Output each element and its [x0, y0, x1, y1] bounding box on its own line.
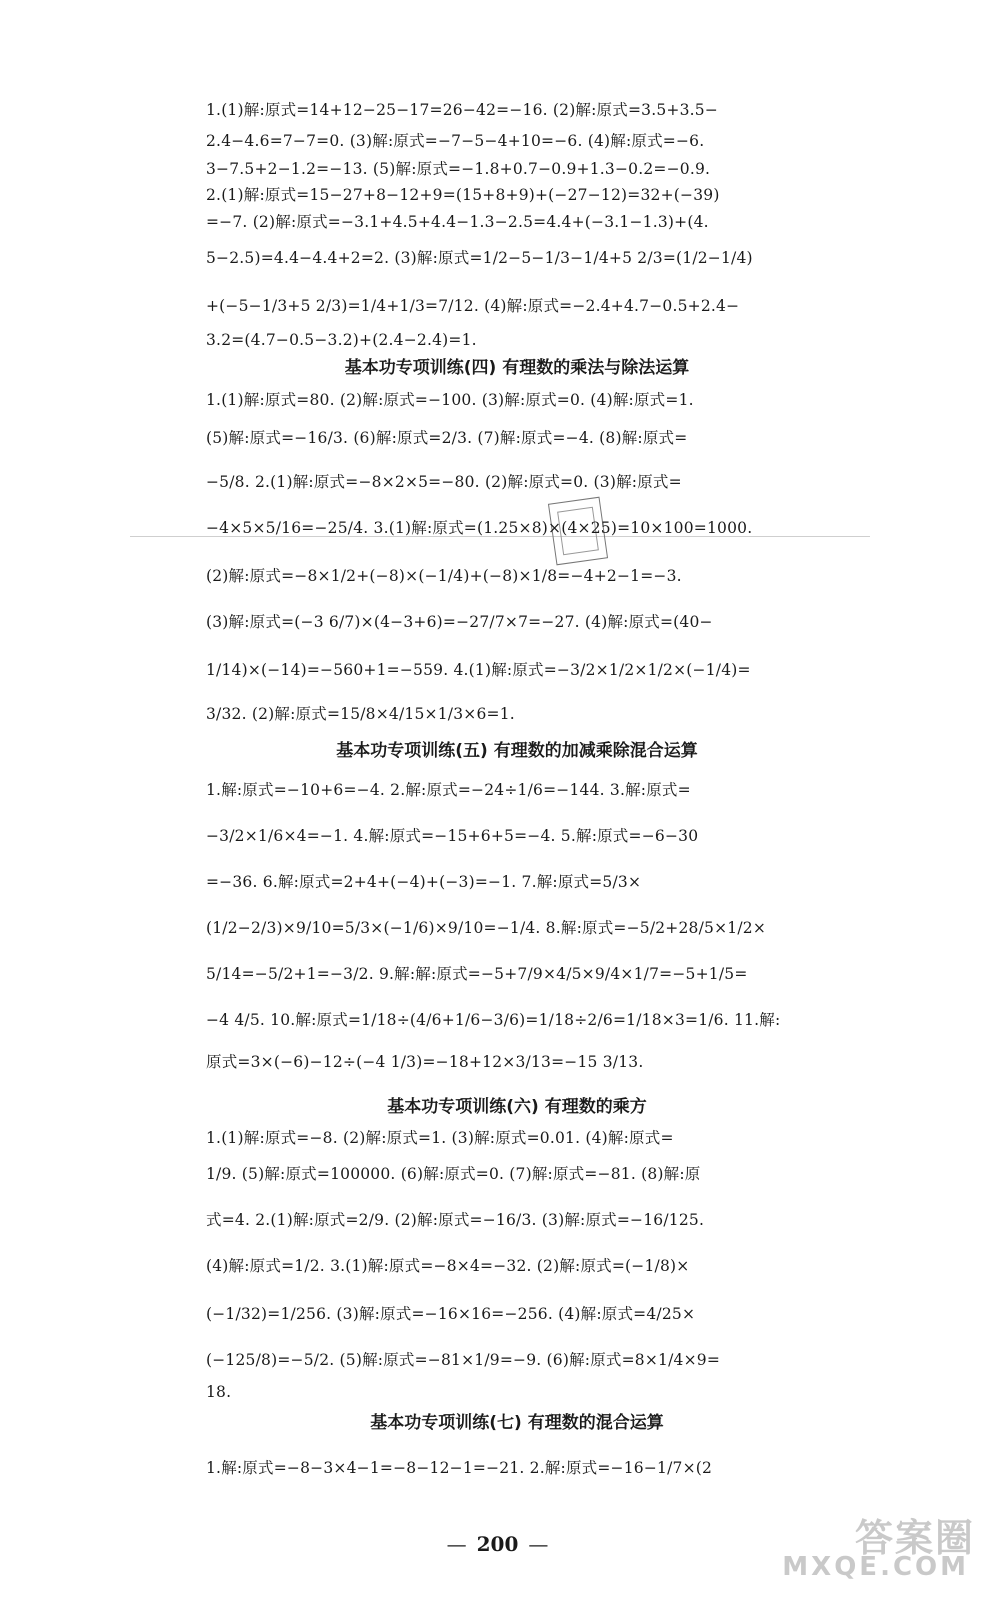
answer-line: −4 4/5. 10.解:原式=1/18÷(4/6+1/6−3/6)=1/18÷2/6=1/18×3=1/6. 11.解:: [206, 1011, 781, 1029]
answer-line: 原式=3×(−6)−12÷(−4 1/3)=−18+12×3/13=−15 3/13.: [206, 1053, 644, 1071]
answer-line: 1/14)×(−14)=−560+1=−559. 4.(1)解:原式=−3/2×1/2×1/2×(−1/4)=: [206, 661, 751, 679]
answer-line: (5)解:原式=−16/3. (6)解:原式=2/3. (7)解:原式=−4. (8)解:原式=: [206, 429, 688, 447]
section-heading: 基本功专项训练(六) 有理数的乘方: [387, 1097, 647, 1117]
answer-line: 3.2=(4.7−0.5−3.2)+(2.4−2.4)=1.: [206, 331, 477, 349]
watermark-title: 答案圈: [854, 1516, 975, 1560]
section-heading: 基本功专项训练(五) 有理数的加减乘除混合运算: [336, 741, 698, 761]
answer-line: (−125/8)=−5/2. (5)解:原式=−81×1/9=−9. (6)解:原式=8×1/4×9=: [206, 1351, 721, 1369]
answer-line: =−36. 6.解:原式=2+4+(−4)+(−3)=−1. 7.解:原式=5/3×: [206, 873, 642, 891]
answer-line: 5/14=−5/2+1=−3/2. 9.解:解:原式=−5+7/9×4/5×9/4×1/7=−5+1/5=: [206, 965, 748, 983]
answer-line: 2.4−4.6=7−7=0. (3)解:原式=−7−5−4+10=−6. (4)解:原式=−6.: [206, 132, 705, 150]
answer-line: (3)解:原式=(−3 6/7)×(4−3+6)=−27/7×7=−27. (4)解:原式=(40−: [206, 613, 713, 631]
answer-line: =−7. (2)解:原式=−3.1+4.5+4.4−1.3−2.5=4.4+(−3.1−1.3)+(4.: [206, 213, 709, 231]
answer-line: 1/9. (5)解:原式=100000. (6)解:原式=0. (7)解:原式=−81. (8)解:原: [206, 1165, 701, 1183]
answer-line: 2.(1)解:原式=15−27+8−12+9=(15+8+9)+(−27−12)=32+(−39): [206, 186, 720, 204]
answer-line: −4×5×5/16=−25/4. 3.(1)解:原式=(1.25×8)×(4×25)=10×100=1000.: [206, 519, 753, 537]
page-number-value: 200: [476, 1532, 519, 1556]
answer-line: 1.(1)解:原式=−8. (2)解:原式=1. (3)解:原式=0.01. (4)解:原式=: [206, 1129, 674, 1147]
answer-line: 3−7.5+2−1.2=−13. (5)解:原式=−1.8+0.7−0.9+1.3−0.2=−0.9.: [206, 160, 711, 178]
answer-line: (1/2−2/3)×9/10=5/3×(−1/6)×9/10=−1/4. 8.解:原式=−5/2+28/5×1/2×: [206, 919, 767, 937]
answer-line: (4)解:原式=1/2. 3.(1)解:原式=−8×4=−32. (2)解:原式=(−1/8)×: [206, 1257, 690, 1275]
answer-line: 1.解:原式=−10+6=−4. 2.解:原式=−24÷1/6=−144. 3.解:原式=: [206, 781, 691, 799]
answer-line: −3/2×1/6×4=−1. 4.解:原式=−15+6+5=−4. 5.解:原式=−6−30: [206, 827, 699, 845]
watermark-logo: [725, 1507, 975, 1582]
answer-line: 1.(1)解:原式=80. (2)解:原式=−100. (3)解:原式=0. (4)解:原式=1.: [206, 391, 694, 409]
answer-line: 式=4. 2.(1)解:原式=2/9. (2)解:原式=−16/3. (3)解:原式=−16/125.: [206, 1211, 705, 1229]
section-heading: 基本功专项训练(四) 有理数的乘法与除法运算: [344, 358, 690, 378]
answer-line: 3/32. (2)解:原式=15/8×4/15×1/3×6=1.: [206, 705, 515, 723]
answer-line: 5−2.5)=4.4−4.4+2=2. (3)解:原式=1/2−5−1/3−1/4+5 2/3=(1/2−1/4): [206, 249, 753, 267]
answer-line: (2)解:原式=−8×1/2+(−8)×(−1/4)+(−8)×1/8=−4+2−1=−3.: [206, 567, 682, 585]
answer-line: 1.解:原式=−8−3×4−1=−8−12−1=−21. 2.解:原式=−16−1/7×(2: [206, 1459, 713, 1477]
answer-line: −5/8. 2.(1)解:原式=−8×2×5=−80. (2)解:原式=0. (3)解:原式=: [206, 473, 682, 491]
answer-line: +(−5−1/3+5 2/3)=1/4+1/3=7/12. (4)解:原式=−2.4+4.7−0.5+2.4−: [206, 297, 740, 315]
answer-line: 1.(1)解:原式=14+12−25−17=26−42=−16. (2)解:原式=3.5+3.5−: [206, 101, 719, 119]
watermark-url: MXQE.COM: [782, 1552, 969, 1582]
answer-line: (−1/32)=1/256. (3)解:原式=−16×16=−256. (4)解:原式=4/25×: [206, 1305, 696, 1323]
section-heading: 基本功专项训练(七) 有理数的混合运算: [370, 1413, 664, 1433]
page-number-dash-left: —: [446, 1532, 467, 1556]
page-number-dash-right: —: [528, 1532, 549, 1556]
answer-line: 18.: [206, 1383, 232, 1401]
